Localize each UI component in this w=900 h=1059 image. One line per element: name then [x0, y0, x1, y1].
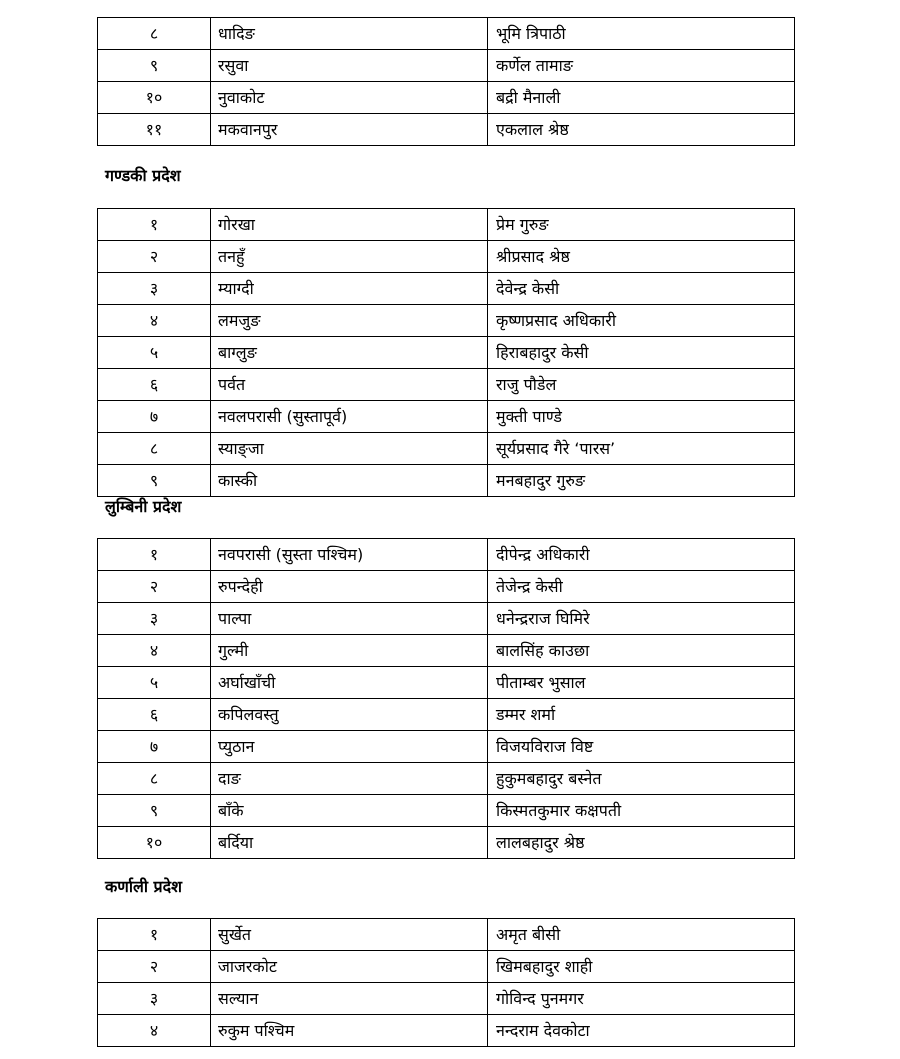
serial-number: ८ — [98, 763, 211, 795]
section-heading-gandaki: गण्डकी प्रदेश — [105, 166, 181, 185]
district-name: मकवानपुर — [211, 114, 488, 146]
person-name: सूर्यप्रसाद गैरे ‘पारस’ — [488, 433, 795, 465]
district-name: धादिङ — [211, 18, 488, 50]
person-name: हुकुमबहादुर बस्नेत — [488, 763, 795, 795]
person-name: कर्णेल तामाङ — [488, 50, 795, 82]
table-row — [98, 433, 795, 465]
serial-number: ३ — [98, 983, 211, 1015]
section-heading-lumbini: लुम्बिनी प्रदेश — [105, 497, 182, 516]
person-name: भूमि त्रिपाठी — [488, 18, 795, 50]
person-name: गोविन्द पुनमगर — [488, 983, 795, 1015]
person-name: खिमबहादुर शाही — [488, 951, 795, 983]
serial-number: ४ — [98, 635, 211, 667]
table-row — [98, 401, 795, 433]
district-name: गोरखा — [211, 209, 488, 241]
table-row — [98, 465, 795, 497]
serial-number: ७ — [98, 401, 211, 433]
person-name: धनेन्द्रराज घिमिरे — [488, 603, 795, 635]
serial-number: ९ — [98, 465, 211, 497]
serial-number: १ — [98, 209, 211, 241]
district-table-lumbini — [97, 538, 795, 859]
district-table-karnali — [97, 918, 795, 1047]
serial-number: ४ — [98, 305, 211, 337]
person-name: प्रेम गुरुङ — [488, 209, 795, 241]
table-row — [98, 951, 795, 983]
person-name: बालसिंह काउछा — [488, 635, 795, 667]
district-name: अर्घाखाँची — [211, 667, 488, 699]
person-name: डम्मर शर्मा — [488, 699, 795, 731]
serial-number: २ — [98, 241, 211, 273]
table-row — [98, 731, 795, 763]
person-name: श्रीप्रसाद श्रेष्ठ — [488, 241, 795, 273]
person-name: देवेन्द्र केसी — [488, 273, 795, 305]
person-name: कृष्णप्रसाद अधिकारी — [488, 305, 795, 337]
table-row — [98, 919, 795, 951]
district-name: सुर्खेत — [211, 919, 488, 951]
table-row — [98, 763, 795, 795]
serial-number: ५ — [98, 667, 211, 699]
serial-number: ४ — [98, 1015, 211, 1047]
district-name: रुपन्देही — [211, 571, 488, 603]
district-name: स्याङ्जा — [211, 433, 488, 465]
district-name: बाग्लुङ — [211, 337, 488, 369]
serial-number: ६ — [98, 369, 211, 401]
serial-number: ३ — [98, 273, 211, 305]
serial-number: ७ — [98, 731, 211, 763]
table-row — [98, 18, 795, 50]
table-row — [98, 337, 795, 369]
district-name: प्युठान — [211, 731, 488, 763]
person-name: दीपेन्द्र अधिकारी — [488, 539, 795, 571]
table-row — [98, 539, 795, 571]
district-name: जाजरकोट — [211, 951, 488, 983]
person-name: तेजेन्द्र केसी — [488, 571, 795, 603]
district-name: नुवाकोट — [211, 82, 488, 114]
table-row — [98, 603, 795, 635]
district-name: दाङ — [211, 763, 488, 795]
district-name: रुकुम पश्चिम — [211, 1015, 488, 1047]
district-name: तनहुँ — [211, 241, 488, 273]
serial-number: २ — [98, 571, 211, 603]
serial-number: ८ — [98, 433, 211, 465]
district-name: गुल्मी — [211, 635, 488, 667]
person-name: एकलाल श्रेष्ठ — [488, 114, 795, 146]
serial-number: ८ — [98, 18, 211, 50]
district-name: पाल्पा — [211, 603, 488, 635]
serial-number: ५ — [98, 337, 211, 369]
table-row — [98, 827, 795, 859]
serial-number: ९ — [98, 50, 211, 82]
table-row — [98, 241, 795, 273]
district-table-continued — [97, 17, 795, 146]
serial-number: ६ — [98, 699, 211, 731]
serial-number: १० — [98, 827, 211, 859]
serial-number: १० — [98, 82, 211, 114]
district-name: पर्वत — [211, 369, 488, 401]
person-name: पीताम्बर भुसाल — [488, 667, 795, 699]
person-name: हिराबहादुर केसी — [488, 337, 795, 369]
table-row — [98, 571, 795, 603]
table-row — [98, 273, 795, 305]
table-row — [98, 369, 795, 401]
table-row — [98, 635, 795, 667]
serial-number: ९ — [98, 795, 211, 827]
person-name: लालबहादुर श्रेष्ठ — [488, 827, 795, 859]
person-name: नन्दराम देवकोटा — [488, 1015, 795, 1047]
district-name: लमजुङ — [211, 305, 488, 337]
section-heading-karnali: कर्णाली प्रदेश — [105, 877, 183, 896]
table-row — [98, 1015, 795, 1047]
district-name: सल्यान — [211, 983, 488, 1015]
serial-number: ३ — [98, 603, 211, 635]
person-name: किस्मतकुमार कक्षपती — [488, 795, 795, 827]
serial-number: १ — [98, 919, 211, 951]
district-name: म्याग्दी — [211, 273, 488, 305]
district-table-gandaki — [97, 208, 795, 497]
serial-number: १ — [98, 539, 211, 571]
district-name: बाँके — [211, 795, 488, 827]
person-name: मनबहादुर गुरुङ — [488, 465, 795, 497]
person-name: विजयविराज विष्ट — [488, 731, 795, 763]
district-name: कपिलवस्तु — [211, 699, 488, 731]
table-row — [98, 983, 795, 1015]
district-name: नवलपरासी (सुस्तापूर्व) — [211, 401, 488, 433]
table-row — [98, 667, 795, 699]
district-name: बर्दिया — [211, 827, 488, 859]
table-row — [98, 795, 795, 827]
table-row — [98, 699, 795, 731]
serial-number: ११ — [98, 114, 211, 146]
table-row — [98, 209, 795, 241]
person-name: बद्री मैनाली — [488, 82, 795, 114]
person-name: मुक्ती पाण्डे — [488, 401, 795, 433]
district-name: रसुवा — [211, 50, 488, 82]
person-name: अमृत बीसी — [488, 919, 795, 951]
person-name: राजु पौडेल — [488, 369, 795, 401]
table-row — [98, 114, 795, 146]
table-row — [98, 82, 795, 114]
table-row — [98, 305, 795, 337]
district-name: कास्की — [211, 465, 488, 497]
table-row — [98, 50, 795, 82]
district-name: नवपरासी (सुस्ता पश्चिम) — [211, 539, 488, 571]
serial-number: २ — [98, 951, 211, 983]
